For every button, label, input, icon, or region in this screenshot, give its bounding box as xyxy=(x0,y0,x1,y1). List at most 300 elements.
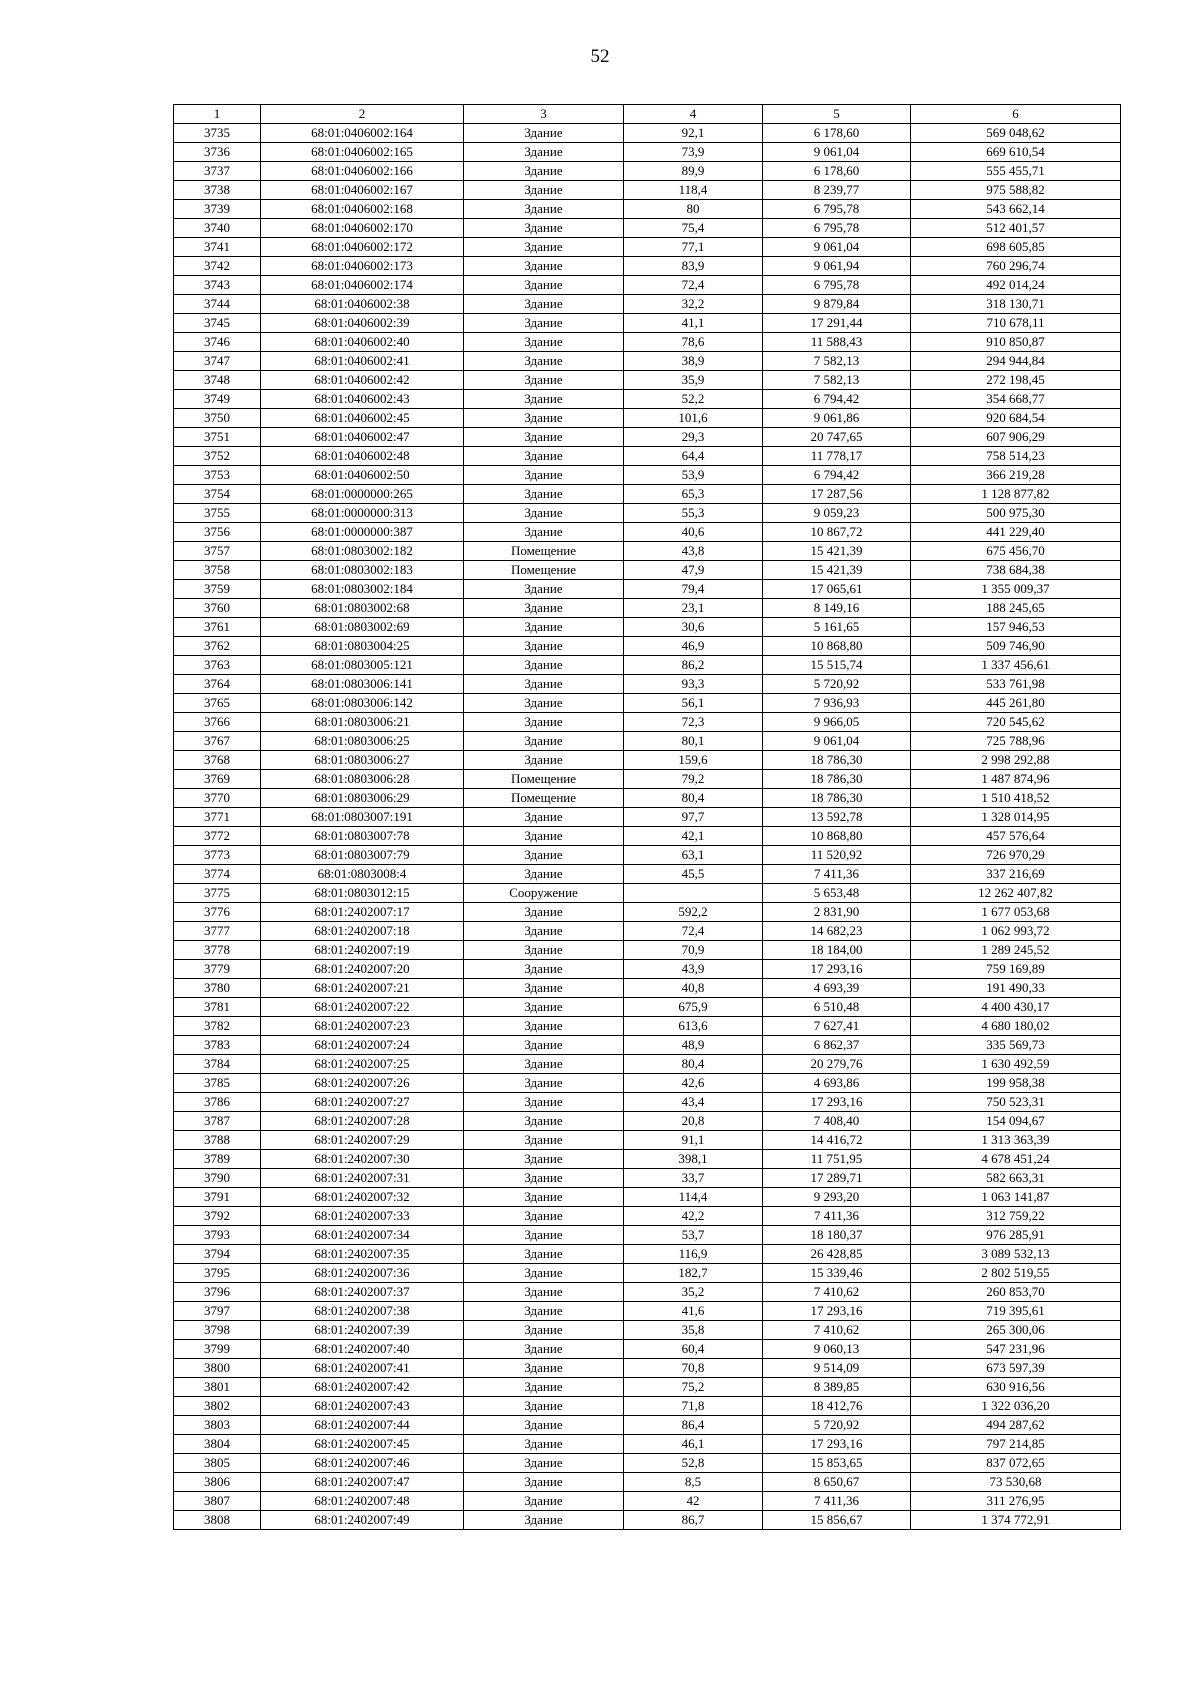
value-cell: 188 245,65 xyxy=(911,599,1121,618)
rate-cell: 4 693,39 xyxy=(763,979,911,998)
row-number-cell: 3745 xyxy=(174,314,261,333)
area-cell: 79,4 xyxy=(624,580,763,599)
cadastral-number-cell: 68:01:2402007:29 xyxy=(261,1131,464,1150)
rate-cell: 7 582,13 xyxy=(763,371,911,390)
rate-cell: 11 778,17 xyxy=(763,447,911,466)
area-cell: 38,9 xyxy=(624,352,763,371)
cadastral-number-cell: 68:01:2402007:35 xyxy=(261,1245,464,1264)
row-number-cell: 3747 xyxy=(174,352,261,371)
table-row xyxy=(174,675,1121,694)
table-row xyxy=(174,352,1121,371)
value-cell: 1 063 141,87 xyxy=(911,1188,1121,1207)
cadastral-number-cell: 68:01:0406002:42 xyxy=(261,371,464,390)
table-row xyxy=(174,1435,1121,1454)
row-number-cell: 3744 xyxy=(174,295,261,314)
area-cell: 46,9 xyxy=(624,637,763,656)
rate-cell: 18 786,30 xyxy=(763,751,911,770)
value-cell: 607 906,29 xyxy=(911,428,1121,447)
rate-cell: 20 747,65 xyxy=(763,428,911,447)
table-row xyxy=(174,1359,1121,1378)
area-cell: 86,4 xyxy=(624,1416,763,1435)
object-type-cell: Здание xyxy=(464,1302,624,1321)
object-type-cell: Здание xyxy=(464,1112,624,1131)
value-cell: 4 400 430,17 xyxy=(911,998,1121,1017)
row-number-cell: 3787 xyxy=(174,1112,261,1131)
value-cell: 494 287,62 xyxy=(911,1416,1121,1435)
value-cell: 555 455,71 xyxy=(911,162,1121,181)
row-number-cell: 3789 xyxy=(174,1150,261,1169)
object-type-cell: Здание xyxy=(464,1245,624,1264)
object-type-cell: Здание xyxy=(464,124,624,143)
value-cell: 759 169,89 xyxy=(911,960,1121,979)
value-cell: 1 355 009,37 xyxy=(911,580,1121,599)
row-number-cell: 3782 xyxy=(174,1017,261,1036)
rate-cell: 9 060,13 xyxy=(763,1340,911,1359)
object-type-cell: Здание xyxy=(464,922,624,941)
row-number-cell: 3738 xyxy=(174,181,261,200)
value-cell: 1 337 456,61 xyxy=(911,656,1121,675)
rate-cell: 26 428,85 xyxy=(763,1245,911,1264)
rate-cell: 9 514,09 xyxy=(763,1359,911,1378)
object-type-cell: Здание xyxy=(464,941,624,960)
area-cell: 75,2 xyxy=(624,1378,763,1397)
rate-cell: 6 862,37 xyxy=(763,1036,911,1055)
cadastral-number-cell: 68:01:2402007:45 xyxy=(261,1435,464,1454)
cadastral-number-cell: 68:01:0406002:174 xyxy=(261,276,464,295)
rate-cell: 15 856,67 xyxy=(763,1511,911,1530)
cadastral-number-cell: 68:01:2402007:40 xyxy=(261,1340,464,1359)
area-cell: 56,1 xyxy=(624,694,763,713)
area-cell: 91,1 xyxy=(624,1131,763,1150)
object-type-cell: Здание xyxy=(464,200,624,219)
area-cell: 64,4 xyxy=(624,447,763,466)
cadastral-number-cell: 68:01:2402007:25 xyxy=(261,1055,464,1074)
row-number-cell: 3752 xyxy=(174,447,261,466)
object-type-cell: Помещение xyxy=(464,542,624,561)
row-number-cell: 3805 xyxy=(174,1454,261,1473)
object-type-cell: Здание xyxy=(464,903,624,922)
rate-cell: 8 650,67 xyxy=(763,1473,911,1492)
area-cell: 116,9 xyxy=(624,1245,763,1264)
table-row xyxy=(174,162,1121,181)
row-number-cell: 3760 xyxy=(174,599,261,618)
row-number-cell: 3741 xyxy=(174,238,261,257)
object-type-cell: Здание xyxy=(464,1131,624,1150)
cadastral-number-cell: 68:01:2402007:46 xyxy=(261,1454,464,1473)
table-row xyxy=(174,637,1121,656)
object-type-cell: Здание xyxy=(464,1454,624,1473)
table-row xyxy=(174,238,1121,257)
table-row xyxy=(174,295,1121,314)
rate-cell: 18 180,37 xyxy=(763,1226,911,1245)
row-number-cell: 3806 xyxy=(174,1473,261,1492)
table-row xyxy=(174,751,1121,770)
cadastral-number-cell: 68:01:0406002:168 xyxy=(261,200,464,219)
object-type-cell: Здание xyxy=(464,314,624,333)
object-type-cell: Сооружение xyxy=(464,884,624,903)
cadastral-number-cell: 68:01:2402007:26 xyxy=(261,1074,464,1093)
area-cell: 53,9 xyxy=(624,466,763,485)
table-row xyxy=(174,219,1121,238)
table-row xyxy=(174,1473,1121,1492)
table-row xyxy=(174,1150,1121,1169)
rate-cell: 9 879,84 xyxy=(763,295,911,314)
table-row xyxy=(174,656,1121,675)
value-cell: 445 261,80 xyxy=(911,694,1121,713)
object-type-cell: Здание xyxy=(464,1055,624,1074)
object-type-cell: Здание xyxy=(464,732,624,751)
object-type-cell: Здание xyxy=(464,599,624,618)
rate-cell: 18 412,76 xyxy=(763,1397,911,1416)
object-type-cell: Здание xyxy=(464,1017,624,1036)
area-cell: 118,4 xyxy=(624,181,763,200)
object-type-cell: Здание xyxy=(464,979,624,998)
rate-cell: 14 682,23 xyxy=(763,922,911,941)
table-row xyxy=(174,1283,1121,1302)
area-cell: 43,9 xyxy=(624,960,763,979)
table-row xyxy=(174,1055,1121,1074)
object-type-cell: Здание xyxy=(464,1188,624,1207)
table-row xyxy=(174,333,1121,352)
rate-cell: 10 868,80 xyxy=(763,827,911,846)
value-cell: 260 853,70 xyxy=(911,1283,1121,1302)
area-cell: 47,9 xyxy=(624,561,763,580)
object-type-cell: Здание xyxy=(464,1036,624,1055)
cadastral-number-cell: 68:01:0406002:170 xyxy=(261,219,464,238)
value-cell: 569 048,62 xyxy=(911,124,1121,143)
value-cell: 533 761,98 xyxy=(911,675,1121,694)
cadastral-number-cell: 68:01:2402007:37 xyxy=(261,1283,464,1302)
value-cell: 512 401,57 xyxy=(911,219,1121,238)
value-cell: 975 588,82 xyxy=(911,181,1121,200)
object-type-cell: Здание xyxy=(464,1093,624,1112)
column-header-2: 2 xyxy=(261,105,464,124)
value-cell: 509 746,90 xyxy=(911,637,1121,656)
area-cell: 86,7 xyxy=(624,1511,763,1530)
area-cell: 42,2 xyxy=(624,1207,763,1226)
area-cell: 43,4 xyxy=(624,1093,763,1112)
table-row xyxy=(174,694,1121,713)
row-number-cell: 3765 xyxy=(174,694,261,713)
area-cell: 43,8 xyxy=(624,542,763,561)
area-cell: 592,2 xyxy=(624,903,763,922)
row-number-cell: 3767 xyxy=(174,732,261,751)
object-type-cell: Помещение xyxy=(464,770,624,789)
cadastral-number-cell: 68:01:0406002:173 xyxy=(261,257,464,276)
rate-cell: 7 627,41 xyxy=(763,1017,911,1036)
rate-cell: 5 161,65 xyxy=(763,618,911,637)
row-number-cell: 3742 xyxy=(174,257,261,276)
rate-cell: 7 410,62 xyxy=(763,1321,911,1340)
rate-cell: 20 279,76 xyxy=(763,1055,911,1074)
object-type-cell: Помещение xyxy=(464,561,624,580)
object-type-cell: Здание xyxy=(464,656,624,675)
rate-cell: 18 786,30 xyxy=(763,789,911,808)
cadastral-number-cell: 68:01:0803007:78 xyxy=(261,827,464,846)
row-number-cell: 3776 xyxy=(174,903,261,922)
area-cell: 60,4 xyxy=(624,1340,763,1359)
value-cell: 337 216,69 xyxy=(911,865,1121,884)
cadastral-number-cell: 68:01:0803006:141 xyxy=(261,675,464,694)
cadastral-number-cell: 68:01:0406002:41 xyxy=(261,352,464,371)
rate-cell: 17 293,16 xyxy=(763,1093,911,1112)
rate-cell: 7 408,40 xyxy=(763,1112,911,1131)
object-type-cell: Здание xyxy=(464,713,624,732)
cadastral-number-cell: 68:01:0803006:21 xyxy=(261,713,464,732)
row-number-cell: 3749 xyxy=(174,390,261,409)
rate-cell: 6 795,78 xyxy=(763,276,911,295)
rate-cell: 9 293,20 xyxy=(763,1188,911,1207)
cadastral-number-cell: 68:01:0803002:183 xyxy=(261,561,464,580)
value-cell: 719 395,61 xyxy=(911,1302,1121,1321)
cadastral-number-cell: 68:01:0406002:40 xyxy=(261,333,464,352)
rate-cell: 6 510,48 xyxy=(763,998,911,1017)
area-cell: 675,9 xyxy=(624,998,763,1017)
area-cell: 114,4 xyxy=(624,1188,763,1207)
cadastral-number-cell: 68:01:0803006:28 xyxy=(261,770,464,789)
row-number-cell: 3807 xyxy=(174,1492,261,1511)
cadastral-number-cell: 68:01:2402007:27 xyxy=(261,1093,464,1112)
object-type-cell: Здание xyxy=(464,1264,624,1283)
area-cell: 72,4 xyxy=(624,922,763,941)
column-header-6: 6 xyxy=(911,105,1121,124)
row-number-cell: 3754 xyxy=(174,485,261,504)
rate-cell: 17 065,61 xyxy=(763,580,911,599)
cadastral-number-cell: 68:01:0803002:184 xyxy=(261,580,464,599)
row-number-cell: 3756 xyxy=(174,523,261,542)
cadastral-number-cell: 68:01:2402007:32 xyxy=(261,1188,464,1207)
area-cell: 33,7 xyxy=(624,1169,763,1188)
table-row xyxy=(174,200,1121,219)
rate-cell: 10 867,72 xyxy=(763,523,911,542)
area-cell: 72,4 xyxy=(624,276,763,295)
row-number-cell: 3790 xyxy=(174,1169,261,1188)
column-header-5: 5 xyxy=(763,105,911,124)
table-row xyxy=(174,865,1121,884)
area-cell: 29,3 xyxy=(624,428,763,447)
cadastral-number-cell: 68:01:0406002:39 xyxy=(261,314,464,333)
rate-cell: 9 061,04 xyxy=(763,238,911,257)
object-type-cell: Здание xyxy=(464,846,624,865)
table-row xyxy=(174,371,1121,390)
table-row xyxy=(174,1454,1121,1473)
row-number-cell: 3766 xyxy=(174,713,261,732)
value-cell: 669 610,54 xyxy=(911,143,1121,162)
object-type-cell: Здание xyxy=(464,1378,624,1397)
value-cell: 335 569,73 xyxy=(911,1036,1121,1055)
rate-cell: 6 794,42 xyxy=(763,390,911,409)
row-number-cell: 3740 xyxy=(174,219,261,238)
value-cell: 630 916,56 xyxy=(911,1378,1121,1397)
rate-cell: 6 178,60 xyxy=(763,162,911,181)
area-cell: 30,6 xyxy=(624,618,763,637)
object-type-cell: Здание xyxy=(464,1321,624,1340)
value-cell: 698 605,85 xyxy=(911,238,1121,257)
area-cell: 35,8 xyxy=(624,1321,763,1340)
object-type-cell: Здание xyxy=(464,1207,624,1226)
area-cell: 89,9 xyxy=(624,162,763,181)
rate-cell: 2 831,90 xyxy=(763,903,911,922)
table-row xyxy=(174,1188,1121,1207)
row-number-cell: 3763 xyxy=(174,656,261,675)
cadastral-number-cell: 68:01:2402007:20 xyxy=(261,960,464,979)
rate-cell: 18 184,00 xyxy=(763,941,911,960)
value-cell: 318 130,71 xyxy=(911,295,1121,314)
table-row xyxy=(174,1017,1121,1036)
cadastral-number-cell: 68:01:0406002:165 xyxy=(261,143,464,162)
table-row xyxy=(174,618,1121,637)
rate-cell: 9 061,86 xyxy=(763,409,911,428)
rate-cell: 15 421,39 xyxy=(763,561,911,580)
value-cell: 157 946,53 xyxy=(911,618,1121,637)
area-cell: 80,1 xyxy=(624,732,763,751)
cadastral-number-cell: 68:01:0803006:29 xyxy=(261,789,464,808)
area-cell: 71,8 xyxy=(624,1397,763,1416)
table-row xyxy=(174,884,1121,903)
table-row xyxy=(174,732,1121,751)
row-number-cell: 3781 xyxy=(174,998,261,1017)
area-cell: 83,9 xyxy=(624,257,763,276)
object-type-cell: Здание xyxy=(464,1074,624,1093)
table-row xyxy=(174,124,1121,143)
object-type-cell: Здание xyxy=(464,428,624,447)
value-cell: 354 668,77 xyxy=(911,390,1121,409)
cadastral-number-cell: 68:01:0406002:167 xyxy=(261,181,464,200)
table-row xyxy=(174,903,1121,922)
value-cell: 311 276,95 xyxy=(911,1492,1121,1511)
rate-cell: 9 061,04 xyxy=(763,143,911,162)
cadastral-number-cell: 68:01:2402007:36 xyxy=(261,1264,464,1283)
header-row xyxy=(174,105,1121,124)
row-number-cell: 3774 xyxy=(174,865,261,884)
object-type-cell: Здание xyxy=(464,181,624,200)
value-cell: 199 958,38 xyxy=(911,1074,1121,1093)
cadastral-number-cell: 68:01:2402007:49 xyxy=(261,1511,464,1530)
rate-cell: 17 291,44 xyxy=(763,314,911,333)
object-type-cell: Здание xyxy=(464,371,624,390)
value-cell: 673 597,39 xyxy=(911,1359,1121,1378)
cadastral-number-cell: 68:01:0803007:191 xyxy=(261,808,464,827)
area-cell: 23,1 xyxy=(624,599,763,618)
object-type-cell: Здание xyxy=(464,162,624,181)
object-type-cell: Здание xyxy=(464,276,624,295)
area-cell: 63,1 xyxy=(624,846,763,865)
cadastral-number-cell: 68:01:0406002:47 xyxy=(261,428,464,447)
rate-cell: 5 653,48 xyxy=(763,884,911,903)
value-cell: 4 680 180,02 xyxy=(911,1017,1121,1036)
value-cell: 837 072,65 xyxy=(911,1454,1121,1473)
rate-cell: 14 416,72 xyxy=(763,1131,911,1150)
value-cell: 1 062 993,72 xyxy=(911,922,1121,941)
area-cell: 80,4 xyxy=(624,789,763,808)
cadastral-number-cell: 68:01:0803004:25 xyxy=(261,637,464,656)
cadastral-number-cell: 68:01:0803006:27 xyxy=(261,751,464,770)
table-row xyxy=(174,580,1121,599)
table-row xyxy=(174,713,1121,732)
row-number-cell: 3792 xyxy=(174,1207,261,1226)
cadastral-number-cell: 68:01:2402007:28 xyxy=(261,1112,464,1131)
cadastral-number-cell: 68:01:2402007:22 xyxy=(261,998,464,1017)
value-cell: 758 514,23 xyxy=(911,447,1121,466)
object-type-cell: Здание xyxy=(464,295,624,314)
area-cell: 70,8 xyxy=(624,1359,763,1378)
object-type-cell: Здание xyxy=(464,1340,624,1359)
value-cell: 441 229,40 xyxy=(911,523,1121,542)
area-cell: 78,6 xyxy=(624,333,763,352)
object-type-cell: Здание xyxy=(464,1283,624,1302)
value-cell: 760 296,74 xyxy=(911,257,1121,276)
area-cell: 93,3 xyxy=(624,675,763,694)
area-cell: 159,6 xyxy=(624,751,763,770)
row-number-cell: 3773 xyxy=(174,846,261,865)
area-cell: 35,2 xyxy=(624,1283,763,1302)
cadastral-number-cell: 68:01:2402007:41 xyxy=(261,1359,464,1378)
table-row xyxy=(174,1321,1121,1340)
row-number-cell: 3785 xyxy=(174,1074,261,1093)
object-type-cell: Здание xyxy=(464,257,624,276)
column-header-4: 4 xyxy=(624,105,763,124)
area-cell: 72,3 xyxy=(624,713,763,732)
cadastral-number-cell: 68:01:2402007:18 xyxy=(261,922,464,941)
table-row xyxy=(174,1074,1121,1093)
value-cell: 265 300,06 xyxy=(911,1321,1121,1340)
rate-cell: 6 794,42 xyxy=(763,466,911,485)
table-row xyxy=(174,257,1121,276)
object-type-cell: Здание xyxy=(464,827,624,846)
row-number-cell: 3777 xyxy=(174,922,261,941)
rate-cell: 6 795,78 xyxy=(763,200,911,219)
row-number-cell: 3796 xyxy=(174,1283,261,1302)
area-cell: 182,7 xyxy=(624,1264,763,1283)
table-row xyxy=(174,1226,1121,1245)
rate-cell: 15 853,65 xyxy=(763,1454,911,1473)
table-row xyxy=(174,390,1121,409)
area-cell: 101,6 xyxy=(624,409,763,428)
cadastral-number-cell: 68:01:2402007:23 xyxy=(261,1017,464,1036)
cadastral-number-cell: 68:01:2402007:43 xyxy=(261,1397,464,1416)
cadastral-number-cell: 68:01:0803005:121 xyxy=(261,656,464,675)
row-number-cell: 3758 xyxy=(174,561,261,580)
rate-cell: 17 287,56 xyxy=(763,485,911,504)
rate-cell: 17 293,16 xyxy=(763,960,911,979)
table-row xyxy=(174,504,1121,523)
object-type-cell: Здание xyxy=(464,466,624,485)
rate-cell: 15 339,46 xyxy=(763,1264,911,1283)
value-cell: 582 663,31 xyxy=(911,1169,1121,1188)
table-row xyxy=(174,409,1121,428)
object-type-cell: Здание xyxy=(464,751,624,770)
row-number-cell: 3795 xyxy=(174,1264,261,1283)
area-cell: 80 xyxy=(624,200,763,219)
area-cell: 48,9 xyxy=(624,1036,763,1055)
value-cell: 73 530,68 xyxy=(911,1473,1121,1492)
row-number-cell: 3736 xyxy=(174,143,261,162)
area-cell: 613,6 xyxy=(624,1017,763,1036)
table-row xyxy=(174,1131,1121,1150)
table-row xyxy=(174,276,1121,295)
rate-cell: 17 293,16 xyxy=(763,1302,911,1321)
row-number-cell: 3748 xyxy=(174,371,261,390)
rate-cell: 7 410,62 xyxy=(763,1283,911,1302)
object-type-cell: Здание xyxy=(464,390,624,409)
value-cell: 312 759,22 xyxy=(911,1207,1121,1226)
object-type-cell: Здание xyxy=(464,409,624,428)
table-row xyxy=(174,542,1121,561)
area-cell: 42,6 xyxy=(624,1074,763,1093)
table-row xyxy=(174,941,1121,960)
area-cell: 80,4 xyxy=(624,1055,763,1074)
table-row xyxy=(174,827,1121,846)
